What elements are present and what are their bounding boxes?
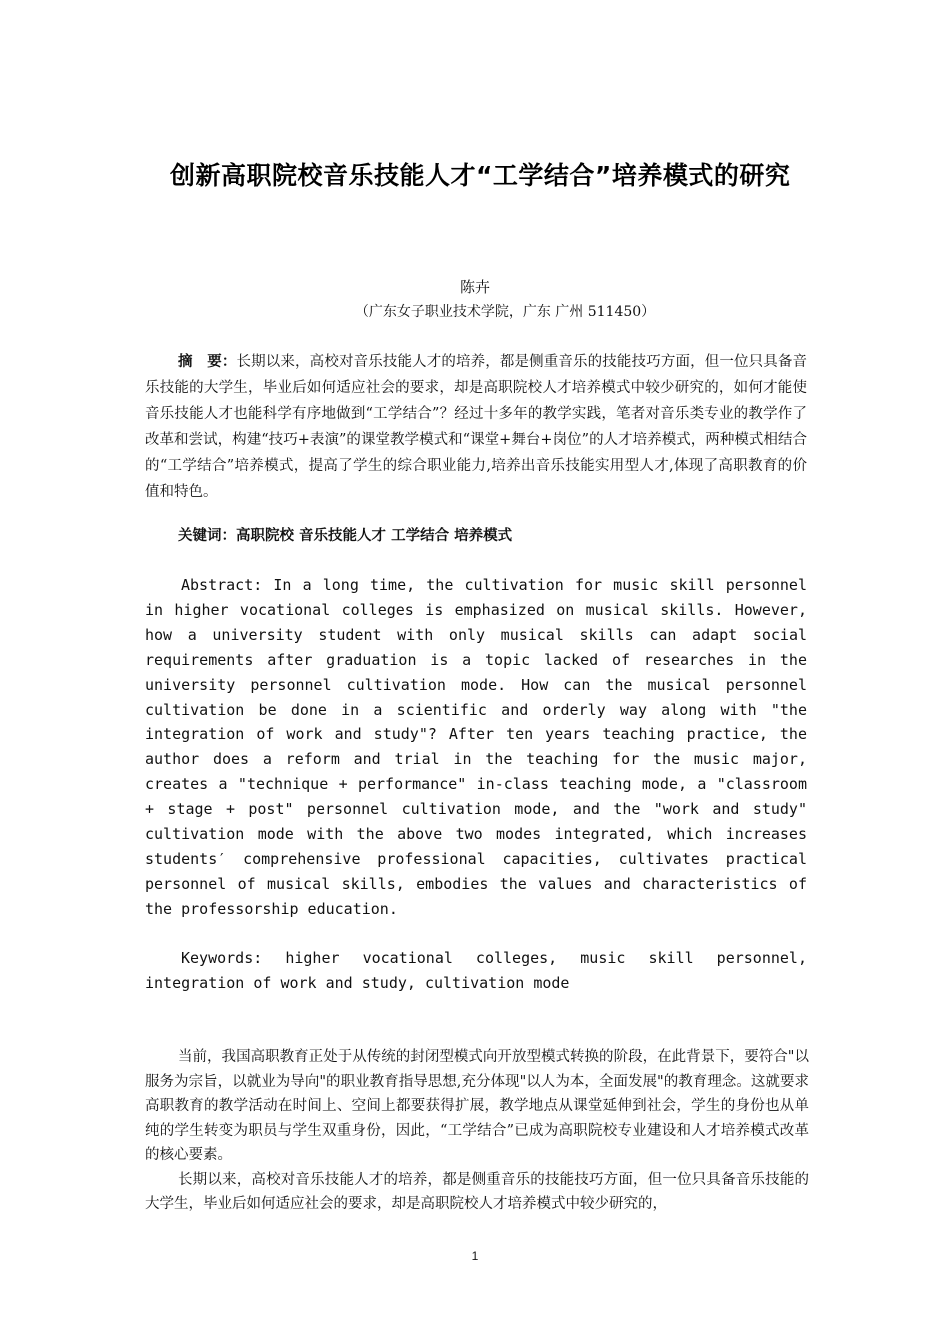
keywords-chinese: 关键词：高职院校 音乐技能人才 工学结合 培养模式: [178, 528, 513, 544]
abstract-chinese-text: 长期以来，高校对音乐技能人才的培养，都是侧重音乐的技能技巧方面，但一位只具备音乐技能的大学生，毕业后如何适应社会的要求，却是高职院校人才培养模式中较少研究的，如何才能使音乐技能人才也能科学有序地做到“工学结合”？经过十多年的教学实践，笔者对音乐类专业的教学作了改革和尝试，构建“技巧+表演”的课堂教学模式和“课堂+舞台+岗位”的人才培养模式，两种模式相结合的“工学结合”培养模式，提高了学生的综合职业能力,培养出音乐技能实用型人才,体现了高职教育的价值和特色。: [145, 354, 808, 500]
author-name: 陈卉: [459, 278, 490, 296]
paper-title: 创新高职院校音乐技能人才“工学结合”培养模式的研究: [170, 161, 791, 190]
body-paragraph: 长期以来，高校对音乐技能人才的培养，都是侧重音乐的技能技巧方面，但一位只具备音乐技能的大学生，毕业后如何适应社会的要求，却是高职院校人才培养模式中较少研究的，: [145, 1171, 809, 1212]
abstract-chinese-label: 摘 要：: [178, 354, 237, 370]
keywords-english: Keywords: higher vocational colleges, music skill personnel, integration of work and study, cultivation mode: [145, 949, 807, 992]
body-text: [145, 1045, 809, 1217]
abstract-english: Abstract: In a long time, the cultivation for music skill personnel in higher vocational colleges is emphasized on musical skills. However, how a university student with only musical skills can adapt social requirements after graduation is a topic lacked of researches in the university personnel cultivation mode. How can the musical personnel cultivation be done in a scientific and orderly way along with "the integration of work and study"? After ten years teaching practice, the author does a reform and trial in the teaching for the music major, creates a "technique + performance" in-class teaching mode, a "classroom + stage + post" personnel cultivation mode, and the "work and study" cultivation mode with the above two modes integrated, which increases students′ comprehensive professional capacities, cultivates practical personnel of musical skills, embodies the values and characteristics of the professorship education.: [145, 576, 807, 918]
page-number: 1: [471, 1249, 479, 1263]
body-paragraph: 当前，我国高职教育正处于从传统的封闭型模式向开放型模式转换的阶段，在此背景下，要符合"以服务为宗旨，以就业为导向"的职业教育指导思想,充分体现"以人为本，全面发展"的教育理念。这就要求高职教育的教学活动在时间上、空间上都要获得扩展，教学地点从课堂延伸到社会，学生的身份也从单纯的学生转变为职员与学生双重身份，因此，“工学结合”已成为高职院校专业建设和人才培养模式改革的核心要素。: [145, 1049, 809, 1163]
author-affiliation: （广东女子职业技术学院，广东 广州 511450）: [354, 304, 656, 320]
abstract-chinese: [145, 349, 807, 505]
